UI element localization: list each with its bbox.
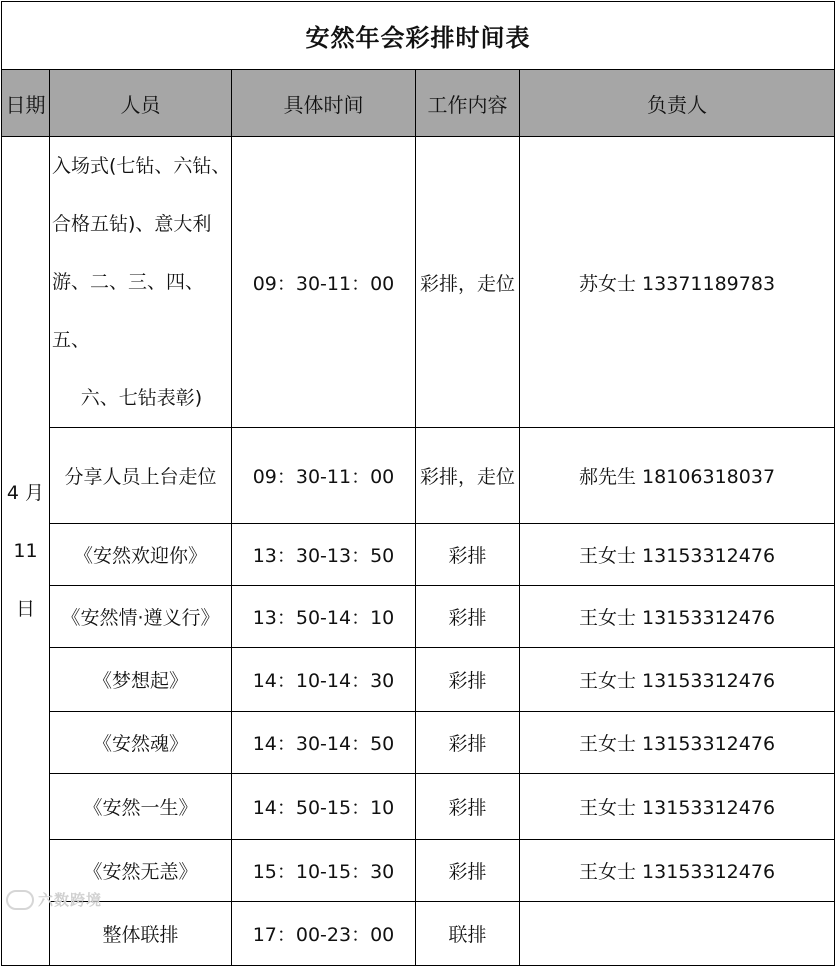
time-cell: 09：30-11：00	[232, 137, 416, 428]
time-cell: 13：30-13：50	[232, 524, 416, 586]
date-suffix: 日	[15, 598, 35, 620]
watermark-text: 六数跨境	[38, 890, 103, 909]
work-cell: 彩排	[416, 586, 520, 648]
time-cell: 15：10-15：30	[232, 840, 416, 902]
owner-cell: 王女士 13153312476	[520, 712, 835, 774]
people-line: 六、七钻表彰)	[80, 387, 203, 409]
table-row	[2, 648, 835, 712]
work-cell: 彩排，走位	[416, 428, 520, 524]
owner-cell: 王女士 13153312476	[520, 524, 835, 586]
table-row	[2, 428, 835, 524]
people-line: 合格五钻)、意大利	[52, 213, 212, 235]
people-cell: 《安然无恙》	[50, 840, 232, 902]
header-date: 日期	[2, 70, 50, 137]
work-cell: 彩排	[416, 712, 520, 774]
header-people: 人员	[50, 70, 232, 137]
watermark	[6, 889, 102, 911]
owner-cell: 王女士 13153312476	[520, 586, 835, 648]
work-cell: 彩排	[416, 840, 520, 902]
time-cell: 14：30-14：50	[232, 712, 416, 774]
date-cell	[2, 137, 50, 966]
watermark-logo-icon	[6, 890, 34, 910]
people-cell: 分享人员上台走位	[50, 428, 232, 524]
table-row	[2, 840, 835, 902]
owner-cell: 苏女士 13371189783	[520, 137, 835, 428]
date-month: 4 月	[6, 482, 45, 504]
time-cell: 09：30-11：00	[232, 428, 416, 524]
work-cell: 彩排	[416, 774, 520, 840]
people-cell: 整体联排	[50, 902, 232, 966]
owner-cell: 王女士 13153312476	[520, 648, 835, 712]
table-row	[2, 712, 835, 774]
people-cell	[50, 137, 232, 428]
people-cell: 《安然欢迎你》	[50, 524, 232, 586]
table-row	[2, 524, 835, 586]
time-cell: 13：50-14：10	[232, 586, 416, 648]
header-owner: 负责人	[520, 70, 835, 137]
date-day: 11	[13, 540, 38, 562]
people-cell: 《安然魂》	[50, 712, 232, 774]
time-cell: 14：50-15：10	[232, 774, 416, 840]
owner-cell: 郝先生 18106318037	[520, 428, 835, 524]
page-title: 安然年会彩排时间表	[2, 2, 835, 70]
people-line: 游、二、三、四、五、	[52, 271, 205, 351]
people-cell: 《梦想起》	[50, 648, 232, 712]
header-work: 工作内容	[416, 70, 520, 137]
owner-cell	[520, 902, 835, 966]
table-row	[2, 137, 835, 428]
time-cell: 14：10-14：30	[232, 648, 416, 712]
work-cell: 彩排	[416, 648, 520, 712]
people-cell: 《安然情·遵义行》	[50, 586, 232, 648]
table-row	[2, 774, 835, 840]
people-line: 入场式(七钻、六钻、	[52, 155, 231, 177]
table-row	[2, 586, 835, 648]
time-cell: 17：00-23：00	[232, 902, 416, 966]
table-row	[2, 902, 835, 966]
people-cell: 《安然一生》	[50, 774, 232, 840]
schedule-table	[1, 1, 835, 966]
work-cell: 彩排	[416, 524, 520, 586]
header-time: 具体时间	[232, 70, 416, 137]
header-row	[2, 70, 835, 137]
owner-cell: 王女士 13153312476	[520, 840, 835, 902]
work-cell: 联排	[416, 902, 520, 966]
owner-cell: 王女士 13153312476	[520, 774, 835, 840]
work-cell: 彩排，走位	[416, 137, 520, 428]
